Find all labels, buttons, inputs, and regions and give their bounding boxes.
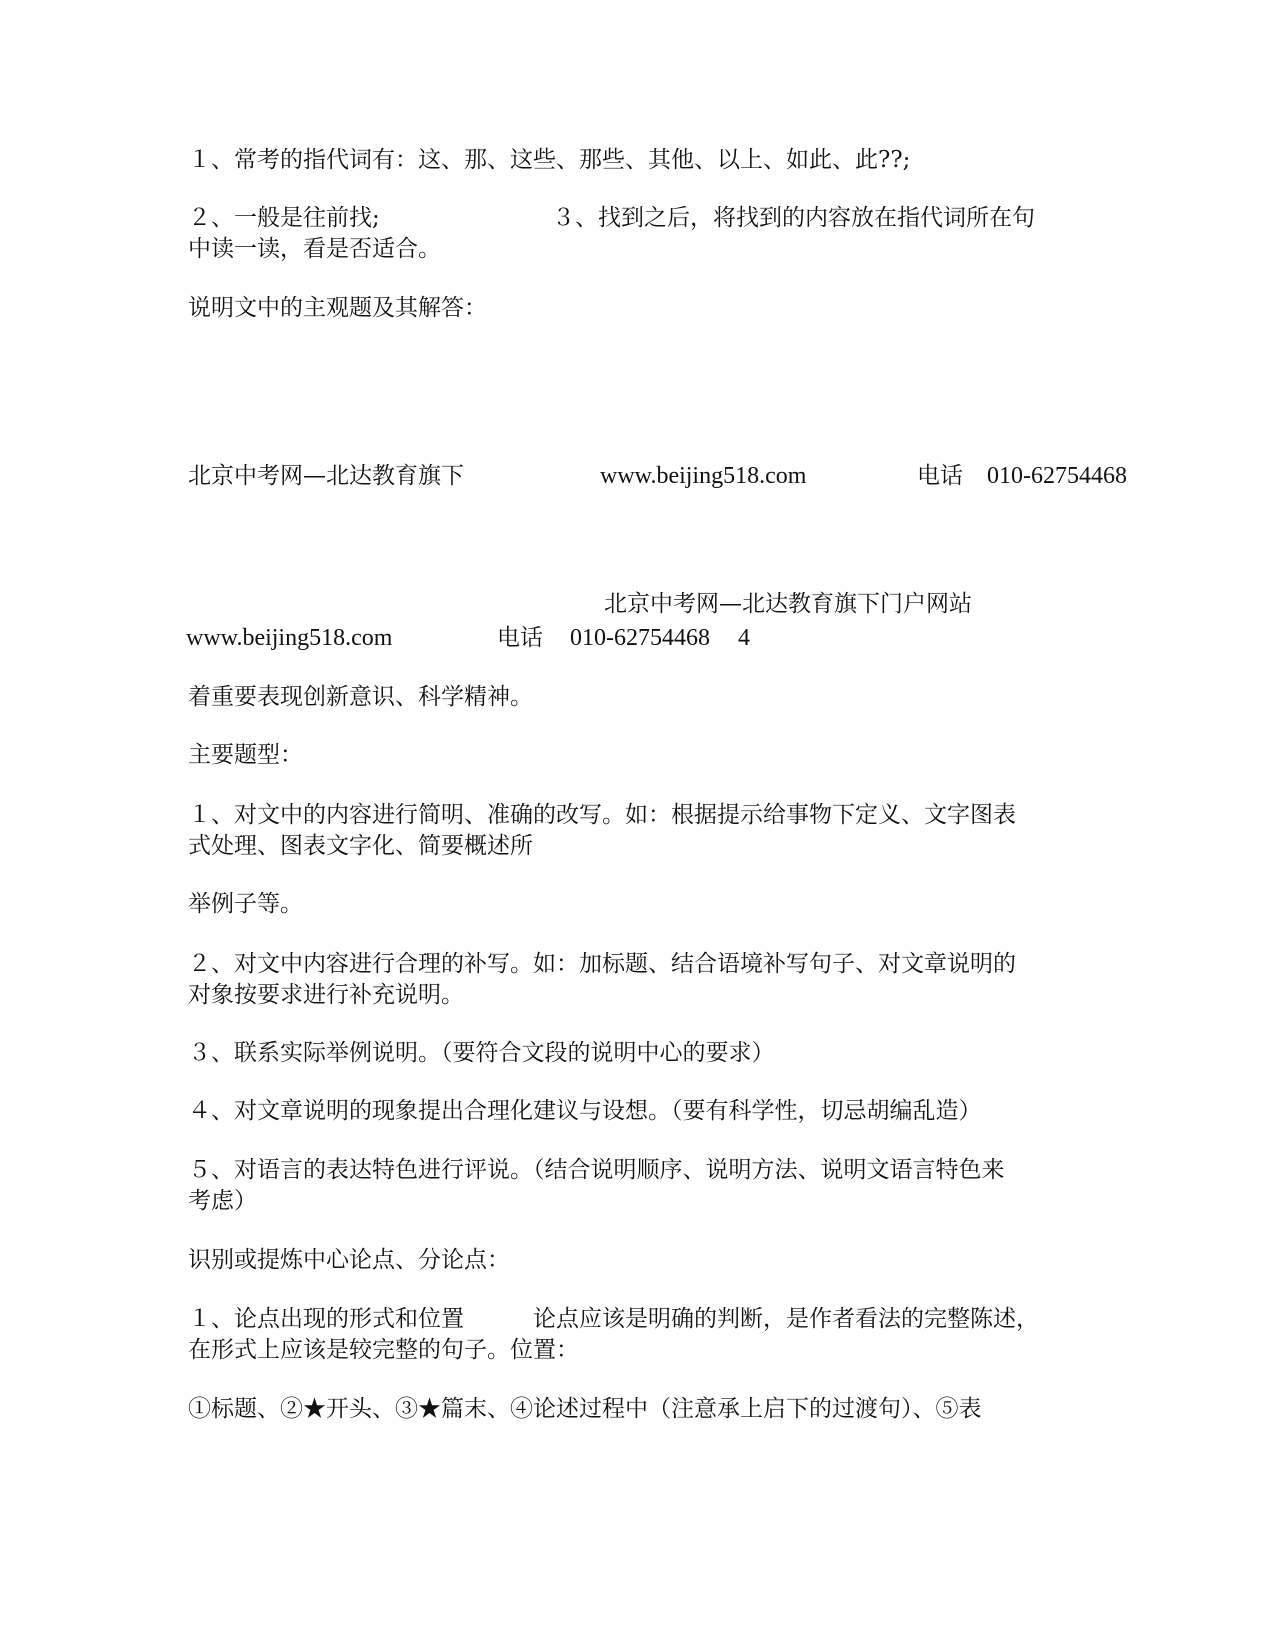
pronoun-item-1: １、常考的指代词有：这、那、这些、那些、其他、以上、如此、此??; — [188, 147, 911, 173]
type-2-line-2: 对象按要求进行补充说明。 — [188, 982, 464, 1008]
argument-positions: ①标题、②★开头、③★篇末、④论述过程中（注意承上启下的过渡句）、⑤表 — [188, 1396, 982, 1422]
footer-phone: 010-62754468 — [987, 463, 1127, 489]
expository-heading: 说明文中的主观题及其解答： — [188, 295, 487, 321]
footer-url-2: www.beijing518.com — [186, 625, 393, 651]
page-number: 4 — [738, 625, 750, 651]
type-5-line-2: 考虑） — [188, 1188, 257, 1214]
type-3: ３、联系实际举例说明。（要符合文段的说明中心的要求） — [188, 1040, 775, 1066]
type-2-line-1: ２、对文中内容进行合理的补写。如：加标题、结合语境补写句子、对文章说明的 — [188, 951, 1016, 977]
type-4: ４、对文章说明的现象提出合理化建议与设想。（要有科学性，切忌胡编乱造） — [188, 1098, 982, 1124]
footer-url: www.beijing518.com — [600, 463, 807, 489]
footer-org: 北京中考网—北达教育旗下 — [188, 463, 464, 489]
types-heading: 主要题型： — [188, 742, 303, 768]
pronoun-item-3: ３、找到之后，将找到的内容放在指代词所在句 — [552, 205, 1035, 231]
footer-phone-label: 电话 — [917, 463, 963, 489]
intro-paragraph: 着重要表现创新意识、科学精神。 — [188, 684, 533, 710]
type-1-line-2: 式处理、图表文字化、简要概述所 — [188, 833, 533, 859]
pronoun-item-2: ２、一般是往前找; — [188, 205, 380, 231]
argument-1-text: 论点应该是明确的判断，是作者看法的完整陈述， — [533, 1306, 1039, 1332]
footer-phone-label-2: 电话 — [497, 625, 543, 651]
argument-1-line-2: 在形式上应该是较完整的句子。位置： — [188, 1337, 579, 1363]
argument-heading: 识别或提炼中心论点、分论点： — [188, 1247, 510, 1273]
footer-phone-2: 010-62754468 — [570, 625, 710, 651]
pronoun-item-3-continuation: 中读一读，看是否适合。 — [188, 236, 441, 262]
argument-1-label: １、论点出现的形式和位置 — [188, 1306, 464, 1332]
footer-org-portal: 北京中考网—北达教育旗下门户网站 — [604, 591, 972, 617]
type-1-line-3: 举例子等。 — [188, 891, 303, 917]
type-1-line-1: １、对文中的内容进行简明、准确的改写。如：根据提示给事物下定义、文字图表 — [188, 802, 1016, 828]
type-5-line-1: ５、对语言的表达特色进行评说。（结合说明顺序、说明方法、说明文语言特色来 — [188, 1157, 1005, 1183]
